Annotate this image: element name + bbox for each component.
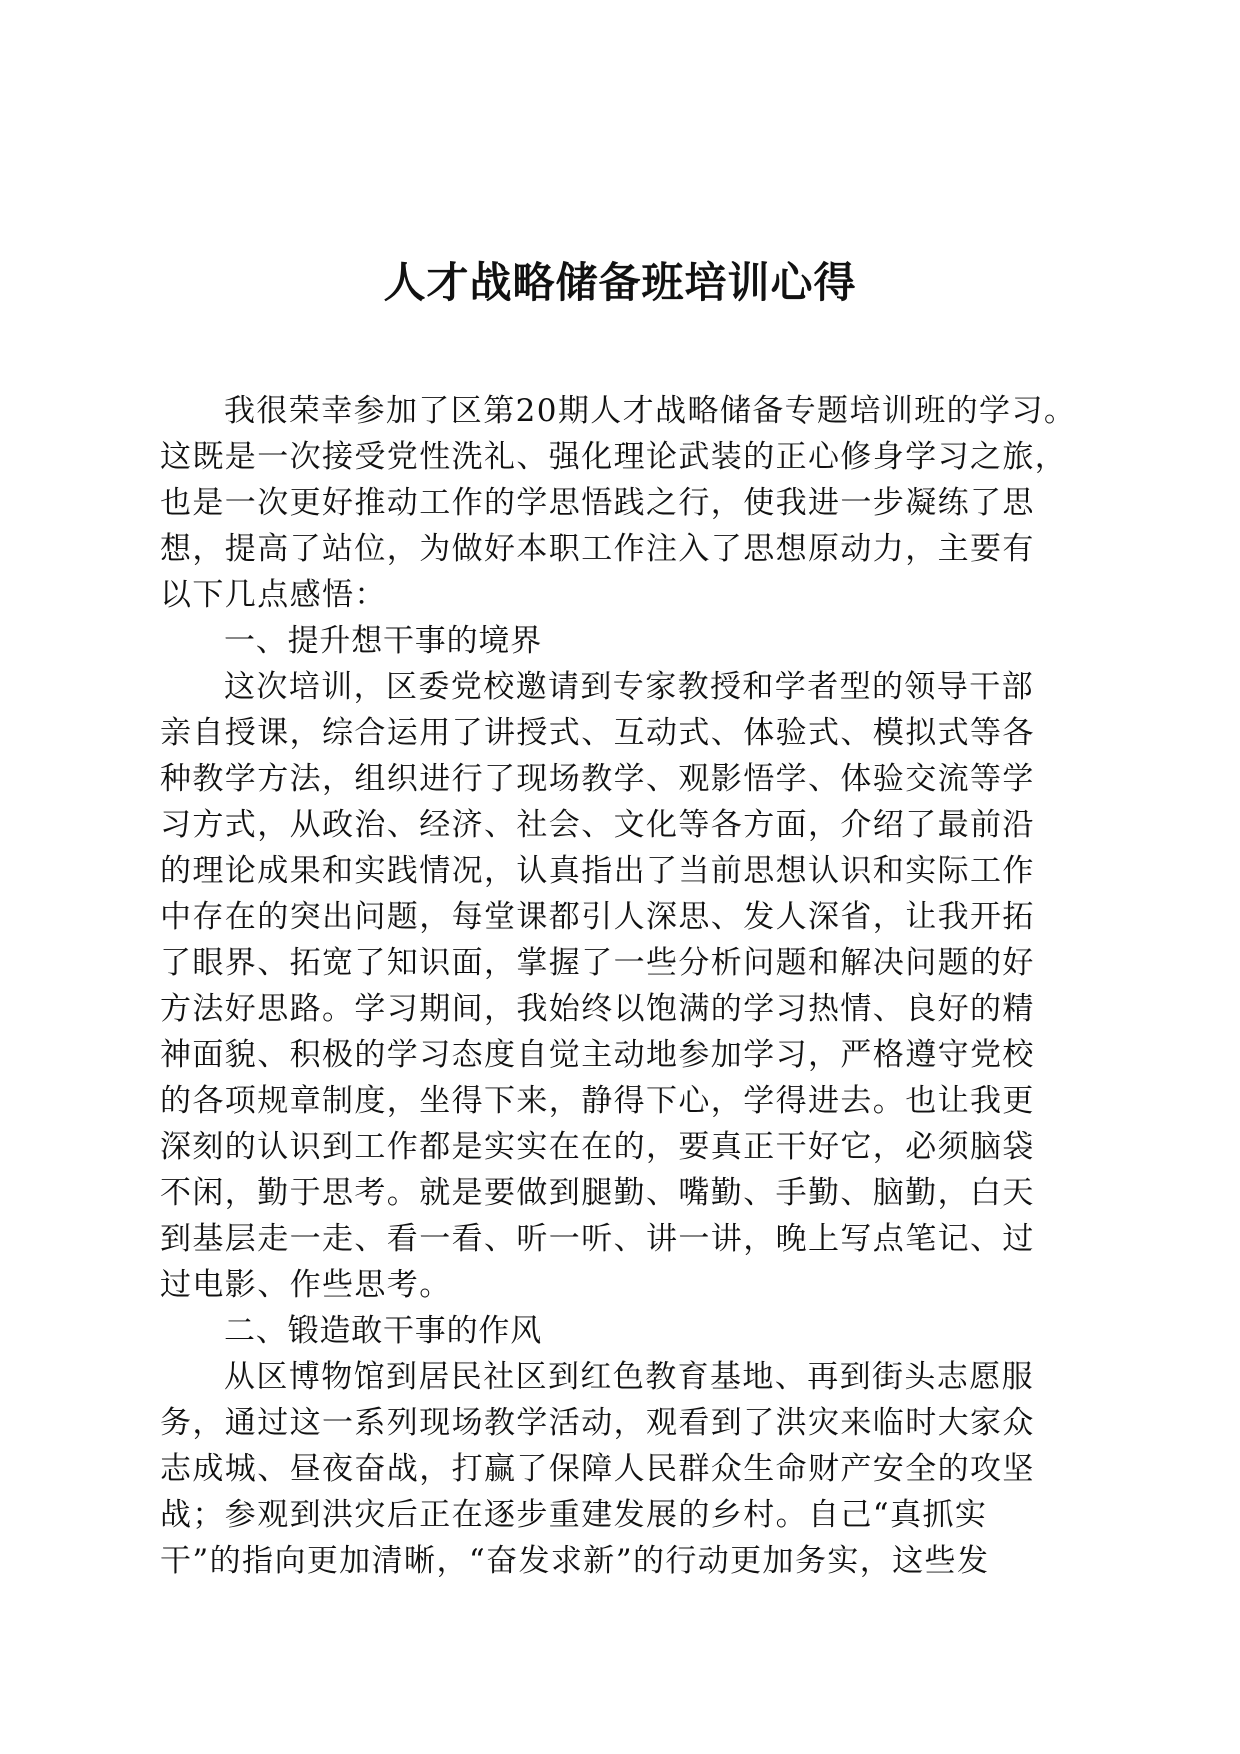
paragraph-line: 的各项规章制度，坐得下来，静得下心，学得进去。也让我更 (160, 1083, 1035, 1119)
paragraph-line: 这既是一次接受党性洗礼、强化理论武装的正心修身学习之旅， (160, 439, 1068, 475)
document-title: 人才战略储备班培训心得 (383, 258, 857, 307)
paragraph-line: 也是一次更好推动工作的学思悟践之行，使我进一步凝练了思 (160, 485, 1035, 521)
paragraph-line: 务，通过这一系列现场教学活动，观看到了洪灾来临时大家众 (160, 1405, 1035, 1441)
paragraph-line: 干”的指向更加清晰，“奋发求新”的行动更加务实，这些发 (160, 1543, 990, 1579)
paragraph-line: 以下几点感悟： (160, 577, 387, 613)
paragraph-line: 这次培训，区委党校邀请到专家教授和学者型的领导干部 (224, 669, 1034, 705)
paragraph-line: 神面貌、积极的学习态度自觉主动地参加学习，严格遵守党校 (160, 1037, 1035, 1073)
paragraph-line: 过电影、作些思考。 (160, 1267, 452, 1303)
section-heading: 一、提升想干事的境界 (224, 623, 542, 659)
paragraph-line: 了眼界、拓宽了知识面，掌握了一些分析问题和解决问题的好 (160, 945, 1035, 981)
paragraph-line: 战；参观到洪灾后正在逐步重建发展的乡村。自己“真抓实 (160, 1497, 988, 1533)
paragraph-line: 方法好思路。学习期间，我始终以饱满的学习热情、良好的精 (160, 991, 1035, 1027)
paragraph-line: 中存在的突出问题，每堂课都引人深思、发人深省，让我开拓 (160, 899, 1035, 935)
paragraph-line: 志成城、昼夜奋战，打赢了保障人民群众生命财产安全的攻坚 (160, 1451, 1035, 1487)
paragraph-line: 不闲，勤于思考。就是要做到腿勤、嘴勤、手勤、脑勤，白天 (160, 1175, 1035, 1211)
section-heading: 二、锻造敢干事的作风 (224, 1313, 542, 1349)
paragraph-line: 深刻的认识到工作都是实实在在的，要真正干好它，必须脑袋 (160, 1129, 1035, 1165)
paragraph-line: 的理论成果和实践情况，认真指出了当前思想认识和实际工作 (160, 853, 1035, 889)
paragraph-line: 从区博物馆到居民社区到红色教育基地、再到街头志愿服 (224, 1359, 1034, 1395)
paragraph-line: 我很荣幸参加了区第20期人才战略储备专题培训班的学习。 (224, 393, 1077, 429)
paragraph-line: 亲自授课，综合运用了讲授式、互动式、体验式、模拟式等各 (160, 715, 1035, 751)
paragraph-line: 到基层走一走、看一看、听一听、讲一讲，晚上写点笔记、过 (160, 1221, 1035, 1257)
paragraph-line: 想，提高了站位，为做好本职工作注入了思想原动力，主要有 (160, 531, 1035, 567)
paragraph-line: 种教学方法，组织进行了现场教学、观影悟学、体验交流等学 (160, 761, 1035, 797)
paragraph-line: 习方式，从政治、经济、社会、文化等各方面，介绍了最前沿 (160, 807, 1035, 843)
